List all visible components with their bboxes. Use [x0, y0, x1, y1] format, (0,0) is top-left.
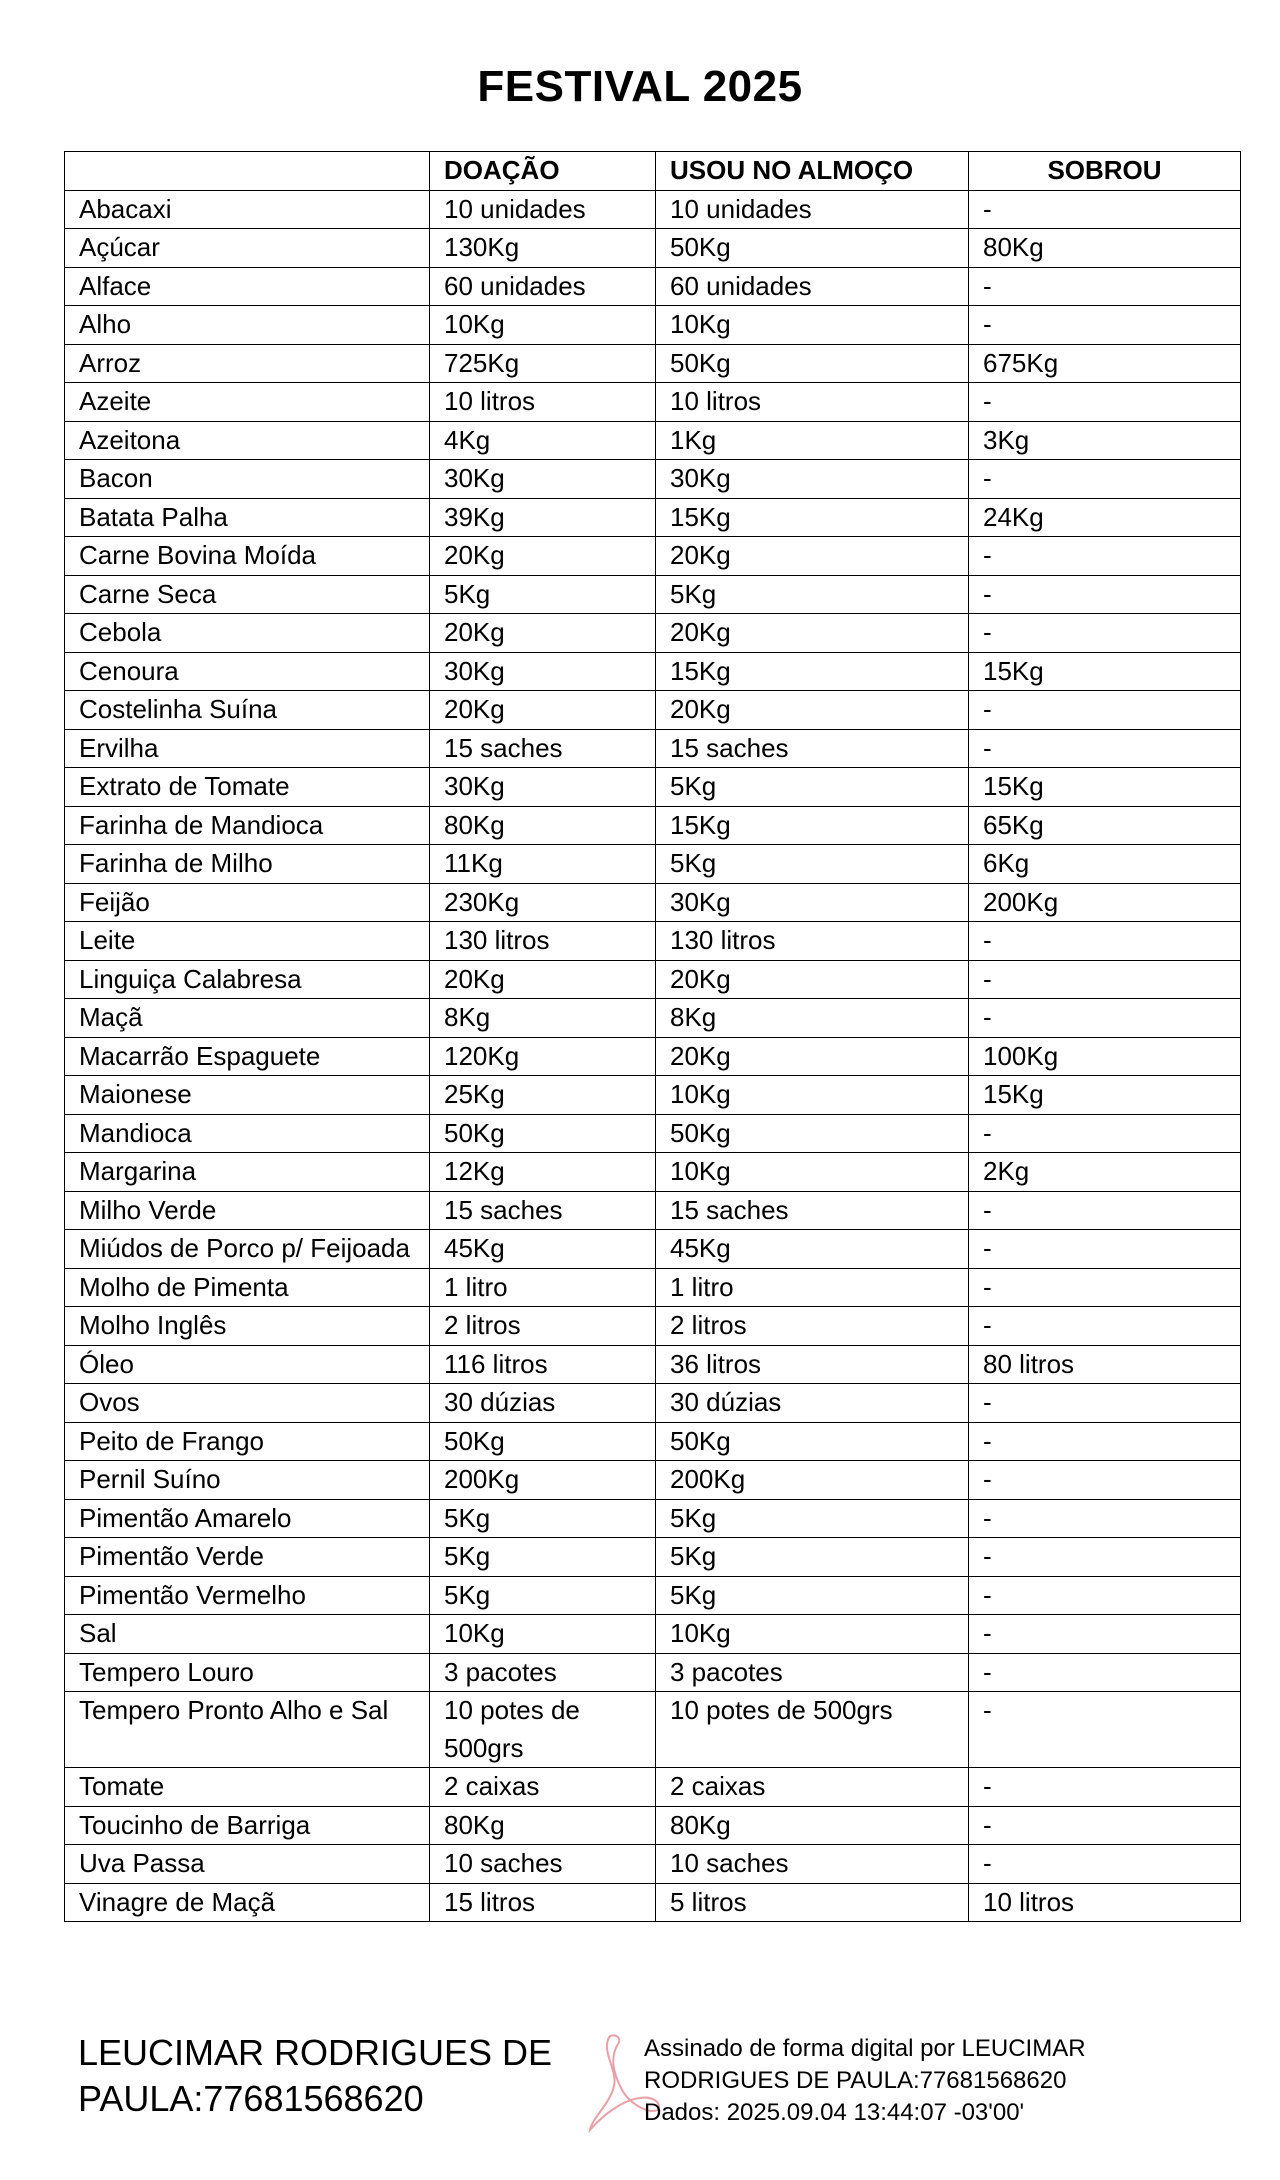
cell-usou-no-almoco: 8Kg	[656, 999, 969, 1038]
table-row	[65, 1268, 1241, 1307]
cell-sobrou: -	[969, 1268, 1241, 1307]
cell-doacao: 10Kg	[430, 306, 656, 345]
cell-item: Leite	[65, 922, 430, 961]
cell-usou-no-almoco: 5 litros	[656, 1883, 969, 1922]
cell-sobrou: 65Kg	[969, 806, 1241, 845]
cell-item: Bacon	[65, 460, 430, 499]
table-header-row	[65, 152, 1241, 191]
table-row	[65, 1384, 1241, 1423]
cell-usou-no-almoco: 15Kg	[656, 806, 969, 845]
table-row	[65, 1883, 1241, 1922]
cell-usou-no-almoco: 30Kg	[656, 460, 969, 499]
cell-sobrou: -	[969, 729, 1241, 768]
table-row	[65, 1845, 1241, 1884]
table-row	[65, 1037, 1241, 1076]
cell-usou-no-almoco: 10 unidades	[656, 190, 969, 229]
cell-sobrou: 15Kg	[969, 1076, 1241, 1115]
cell-item: Pernil Suíno	[65, 1461, 430, 1500]
cell-doacao: 230Kg	[430, 883, 656, 922]
cell-doacao: 20Kg	[430, 960, 656, 999]
inventory-table	[64, 151, 1241, 1922]
cell-sobrou: -	[969, 1576, 1241, 1615]
cell-sobrou: -	[969, 614, 1241, 653]
table-row	[65, 190, 1241, 229]
cell-usou-no-almoco: 130 litros	[656, 922, 969, 961]
cell-sobrou: 3Kg	[969, 421, 1241, 460]
table-row	[65, 306, 1241, 345]
cell-item: Óleo	[65, 1345, 430, 1384]
cell-item: Tempero Louro	[65, 1653, 430, 1692]
cell-item: Abacaxi	[65, 190, 430, 229]
cell-doacao: 10 unidades	[430, 190, 656, 229]
cell-sobrou: -	[969, 383, 1241, 422]
table-row	[65, 1153, 1241, 1192]
cell-sobrou: -	[969, 1538, 1241, 1577]
table-row	[65, 460, 1241, 499]
cell-usou-no-almoco: 10 litros	[656, 383, 969, 422]
cell-sobrou: -	[969, 960, 1241, 999]
cell-usou-no-almoco: 45Kg	[656, 1230, 969, 1269]
cell-doacao: 5Kg	[430, 1576, 656, 1615]
cell-item: Azeite	[65, 383, 430, 422]
cell-sobrou: -	[969, 537, 1241, 576]
cell-doacao: 20Kg	[430, 537, 656, 576]
cell-item: Pimentão Verde	[65, 1538, 430, 1577]
cell-usou-no-almoco: 60 unidades	[656, 267, 969, 306]
cell-usou-no-almoco: 50Kg	[656, 229, 969, 268]
table-row	[65, 1345, 1241, 1384]
cell-doacao: 3 pacotes	[430, 1653, 656, 1692]
table-row	[65, 1230, 1241, 1269]
cell-sobrou: 6Kg	[969, 845, 1241, 884]
header-usou-no-almoco: USOU NO ALMOÇO	[656, 152, 969, 191]
cell-doacao: 39Kg	[430, 498, 656, 537]
cell-item: Pimentão Amarelo	[65, 1499, 430, 1538]
cell-item: Carne Seca	[65, 575, 430, 614]
table-row	[65, 1692, 1241, 1768]
cell-doacao: 2 litros	[430, 1307, 656, 1346]
header-item	[65, 152, 430, 191]
cell-item: Alho	[65, 306, 430, 345]
table-row	[65, 229, 1241, 268]
signer-name	[78, 2030, 638, 2122]
cell-item: Uva Passa	[65, 1845, 430, 1884]
cell-usou-no-almoco: 2 litros	[656, 1307, 969, 1346]
cell-usou-no-almoco: 3 pacotes	[656, 1653, 969, 1692]
cell-usou-no-almoco: 1 litro	[656, 1268, 969, 1307]
table-row	[65, 960, 1241, 999]
cell-sobrou: -	[969, 1499, 1241, 1538]
cell-item: Ervilha	[65, 729, 430, 768]
cell-usou-no-almoco: 36 litros	[656, 1345, 969, 1384]
cell-doacao: 30 dúzias	[430, 1384, 656, 1423]
cell-sobrou: 80Kg	[969, 229, 1241, 268]
table-row	[65, 1576, 1241, 1615]
cell-sobrou: -	[969, 1461, 1241, 1500]
table-row	[65, 575, 1241, 614]
cell-usou-no-almoco: 20Kg	[656, 960, 969, 999]
cell-sobrou: -	[969, 1230, 1241, 1269]
cell-doacao: 120Kg	[430, 1037, 656, 1076]
cell-sobrou: 24Kg	[969, 498, 1241, 537]
signature-detail-line1: Assinado de forma digital por LEUCIMAR	[644, 2035, 1086, 2062]
cell-sobrou: 100Kg	[969, 1037, 1241, 1076]
cell-sobrou: -	[969, 691, 1241, 730]
signer-name-line2: PAULA:77681568620	[78, 2078, 424, 2119]
cell-sobrou: -	[969, 1845, 1241, 1884]
cell-usou-no-almoco: 50Kg	[656, 344, 969, 383]
cell-sobrou: -	[969, 1422, 1241, 1461]
cell-sobrou: -	[969, 306, 1241, 345]
cell-item: Sal	[65, 1615, 430, 1654]
cell-item: Açúcar	[65, 229, 430, 268]
cell-doacao: 20Kg	[430, 614, 656, 653]
table-row	[65, 267, 1241, 306]
table-row	[65, 498, 1241, 537]
cell-sobrou: -	[969, 1191, 1241, 1230]
cell-usou-no-almoco: 5Kg	[656, 845, 969, 884]
cell-sobrou: 15Kg	[969, 652, 1241, 691]
cell-doacao: 10 litros	[430, 383, 656, 422]
cell-item: Molho Inglês	[65, 1307, 430, 1346]
cell-usou-no-almoco: 10 saches	[656, 1845, 969, 1884]
cell-item: Macarrão Espaguete	[65, 1037, 430, 1076]
cell-usou-no-almoco: 20Kg	[656, 1037, 969, 1076]
cell-usou-no-almoco: 30 dúzias	[656, 1384, 969, 1423]
cell-usou-no-almoco: 10Kg	[656, 1615, 969, 1654]
cell-doacao: 10 saches	[430, 1845, 656, 1884]
cell-doacao: 12Kg	[430, 1153, 656, 1192]
page-title: FESTIVAL 2025	[477, 62, 803, 111]
cell-doacao: 15 saches	[430, 1191, 656, 1230]
cell-sobrou: -	[969, 1692, 1241, 1768]
cell-doacao: 11Kg	[430, 845, 656, 884]
cell-usou-no-almoco: 20Kg	[656, 691, 969, 730]
cell-doacao: 10Kg	[430, 1615, 656, 1654]
signature-details	[644, 2033, 1204, 2129]
cell-item: Toucinho de Barriga	[65, 1806, 430, 1845]
cell-sobrou: -	[969, 922, 1241, 961]
cell-usou-no-almoco: 30Kg	[656, 883, 969, 922]
table-row	[65, 1538, 1241, 1577]
cell-doacao: 50Kg	[430, 1114, 656, 1153]
table-row	[65, 922, 1241, 961]
cell-doacao: 200Kg	[430, 1461, 656, 1500]
cell-usou-no-almoco: 15Kg	[656, 498, 969, 537]
cell-item: Mandioca	[65, 1114, 430, 1153]
cell-item: Molho de Pimenta	[65, 1268, 430, 1307]
cell-doacao: 10 potes de 500grs	[430, 1692, 656, 1768]
table-row	[65, 1499, 1241, 1538]
cell-item: Miúdos de Porco p/ Feijoada	[65, 1230, 430, 1269]
cell-item: Peito de Frango	[65, 1422, 430, 1461]
table-row	[65, 421, 1241, 460]
cell-item: Cebola	[65, 614, 430, 653]
cell-usou-no-almoco: 1Kg	[656, 421, 969, 460]
cell-sobrou: -	[969, 460, 1241, 499]
cell-doacao: 5Kg	[430, 1538, 656, 1577]
cell-sobrou: 2Kg	[969, 1153, 1241, 1192]
header-sobrou: SOBROU	[969, 152, 1241, 191]
cell-usou-no-almoco: 15Kg	[656, 652, 969, 691]
cell-doacao: 30Kg	[430, 460, 656, 499]
table-row	[65, 1653, 1241, 1692]
cell-item: Extrato de Tomate	[65, 768, 430, 807]
cell-doacao: 130 litros	[430, 922, 656, 961]
cell-sobrou: 675Kg	[969, 344, 1241, 383]
table-row	[65, 1768, 1241, 1807]
cell-sobrou: 15Kg	[969, 768, 1241, 807]
table-row	[65, 1076, 1241, 1115]
cell-usou-no-almoco: 15 saches	[656, 1191, 969, 1230]
cell-doacao: 15 saches	[430, 729, 656, 768]
cell-doacao: 25Kg	[430, 1076, 656, 1115]
cell-item: Feijão	[65, 883, 430, 922]
cell-doacao: 1 litro	[430, 1268, 656, 1307]
table-row	[65, 806, 1241, 845]
cell-item: Margarina	[65, 1153, 430, 1192]
header-doacao: DOAÇÃO	[430, 152, 656, 191]
signer-name-line1: LEUCIMAR RODRIGUES DE	[78, 2032, 553, 2073]
cell-doacao: 15 litros	[430, 1883, 656, 1922]
cell-sobrou: -	[969, 1768, 1241, 1807]
cell-usou-no-almoco: 20Kg	[656, 537, 969, 576]
table-row	[65, 1461, 1241, 1500]
table-body	[65, 190, 1241, 1922]
cell-item: Pimentão Vermelho	[65, 1576, 430, 1615]
cell-sobrou: -	[969, 1615, 1241, 1654]
table-row	[65, 652, 1241, 691]
cell-usou-no-almoco: 5Kg	[656, 575, 969, 614]
signature-detail-line2: RODRIGUES DE PAULA:77681568620	[644, 2067, 1067, 2094]
cell-usou-no-almoco: 200Kg	[656, 1461, 969, 1500]
cell-doacao: 80Kg	[430, 806, 656, 845]
table-row	[65, 1114, 1241, 1153]
cell-sobrou: 10 litros	[969, 1883, 1241, 1922]
table-row	[65, 344, 1241, 383]
cell-usou-no-almoco: 80Kg	[656, 1806, 969, 1845]
cell-doacao: 30Kg	[430, 652, 656, 691]
cell-item: Carne Bovina Moída	[65, 537, 430, 576]
cell-item: Tempero Pronto Alho e Sal	[65, 1692, 430, 1768]
cell-usou-no-almoco: 10Kg	[656, 1153, 969, 1192]
cell-usou-no-almoco: 5Kg	[656, 1499, 969, 1538]
cell-sobrou: -	[969, 1806, 1241, 1845]
table-row	[65, 999, 1241, 1038]
table-row	[65, 537, 1241, 576]
cell-sobrou: 80 litros	[969, 1345, 1241, 1384]
cell-doacao: 2 caixas	[430, 1768, 656, 1807]
cell-sobrou: 200Kg	[969, 883, 1241, 922]
table-row	[65, 691, 1241, 730]
table-row	[65, 845, 1241, 884]
cell-usou-no-almoco: 5Kg	[656, 1576, 969, 1615]
cell-doacao: 5Kg	[430, 1499, 656, 1538]
cell-sobrou: -	[969, 190, 1241, 229]
cell-usou-no-almoco: 5Kg	[656, 1538, 969, 1577]
table-row	[65, 1806, 1241, 1845]
table-row	[65, 1422, 1241, 1461]
cell-item: Costelinha Suína	[65, 691, 430, 730]
cell-sobrou: -	[969, 999, 1241, 1038]
cell-doacao: 725Kg	[430, 344, 656, 383]
table-row	[65, 768, 1241, 807]
cell-doacao: 50Kg	[430, 1422, 656, 1461]
table-row	[65, 614, 1241, 653]
cell-item: Arroz	[65, 344, 430, 383]
cell-item: Vinagre de Maçã	[65, 1883, 430, 1922]
cell-usou-no-almoco: 10Kg	[656, 1076, 969, 1115]
cell-doacao: 30Kg	[430, 768, 656, 807]
cell-item: Farinha de Milho	[65, 845, 430, 884]
cell-item: Ovos	[65, 1384, 430, 1423]
cell-item: Batata Palha	[65, 498, 430, 537]
cell-doacao: 80Kg	[430, 1806, 656, 1845]
cell-item: Maçã	[65, 999, 430, 1038]
table-row	[65, 383, 1241, 422]
cell-doacao: 4Kg	[430, 421, 656, 460]
table-row	[65, 883, 1241, 922]
cell-usou-no-almoco: 2 caixas	[656, 1768, 969, 1807]
cell-item: Maionese	[65, 1076, 430, 1115]
cell-sobrou: -	[969, 1653, 1241, 1692]
cell-usou-no-almoco: 50Kg	[656, 1422, 969, 1461]
table-row	[65, 729, 1241, 768]
table-row	[65, 1307, 1241, 1346]
cell-item: Linguiça Calabresa	[65, 960, 430, 999]
cell-doacao: 8Kg	[430, 999, 656, 1038]
table-row	[65, 1191, 1241, 1230]
cell-item: Cenoura	[65, 652, 430, 691]
cell-sobrou: -	[969, 1384, 1241, 1423]
cell-usou-no-almoco: 50Kg	[656, 1114, 969, 1153]
cell-sobrou: -	[969, 1307, 1241, 1346]
cell-sobrou: -	[969, 1114, 1241, 1153]
cell-usou-no-almoco: 5Kg	[656, 768, 969, 807]
table-row	[65, 1615, 1241, 1654]
cell-item: Alface	[65, 267, 430, 306]
cell-doacao: 45Kg	[430, 1230, 656, 1269]
cell-item: Farinha de Mandioca	[65, 806, 430, 845]
cell-item: Azeitona	[65, 421, 430, 460]
cell-doacao: 130Kg	[430, 229, 656, 268]
cell-item: Tomate	[65, 1768, 430, 1807]
cell-sobrou: -	[969, 267, 1241, 306]
cell-doacao: 116 litros	[430, 1345, 656, 1384]
cell-doacao: 20Kg	[430, 691, 656, 730]
cell-usou-no-almoco: 10Kg	[656, 306, 969, 345]
cell-doacao: 60 unidades	[430, 267, 656, 306]
cell-usou-no-almoco: 10 potes de 500grs	[656, 1692, 969, 1768]
cell-item: Milho Verde	[65, 1191, 430, 1230]
cell-sobrou: -	[969, 575, 1241, 614]
cell-usou-no-almoco: 20Kg	[656, 614, 969, 653]
cell-doacao: 5Kg	[430, 575, 656, 614]
signature-timestamp: Dados: 2025.09.04 13:44:07 -03'00'	[644, 2099, 1025, 2126]
cell-usou-no-almoco: 15 saches	[656, 729, 969, 768]
